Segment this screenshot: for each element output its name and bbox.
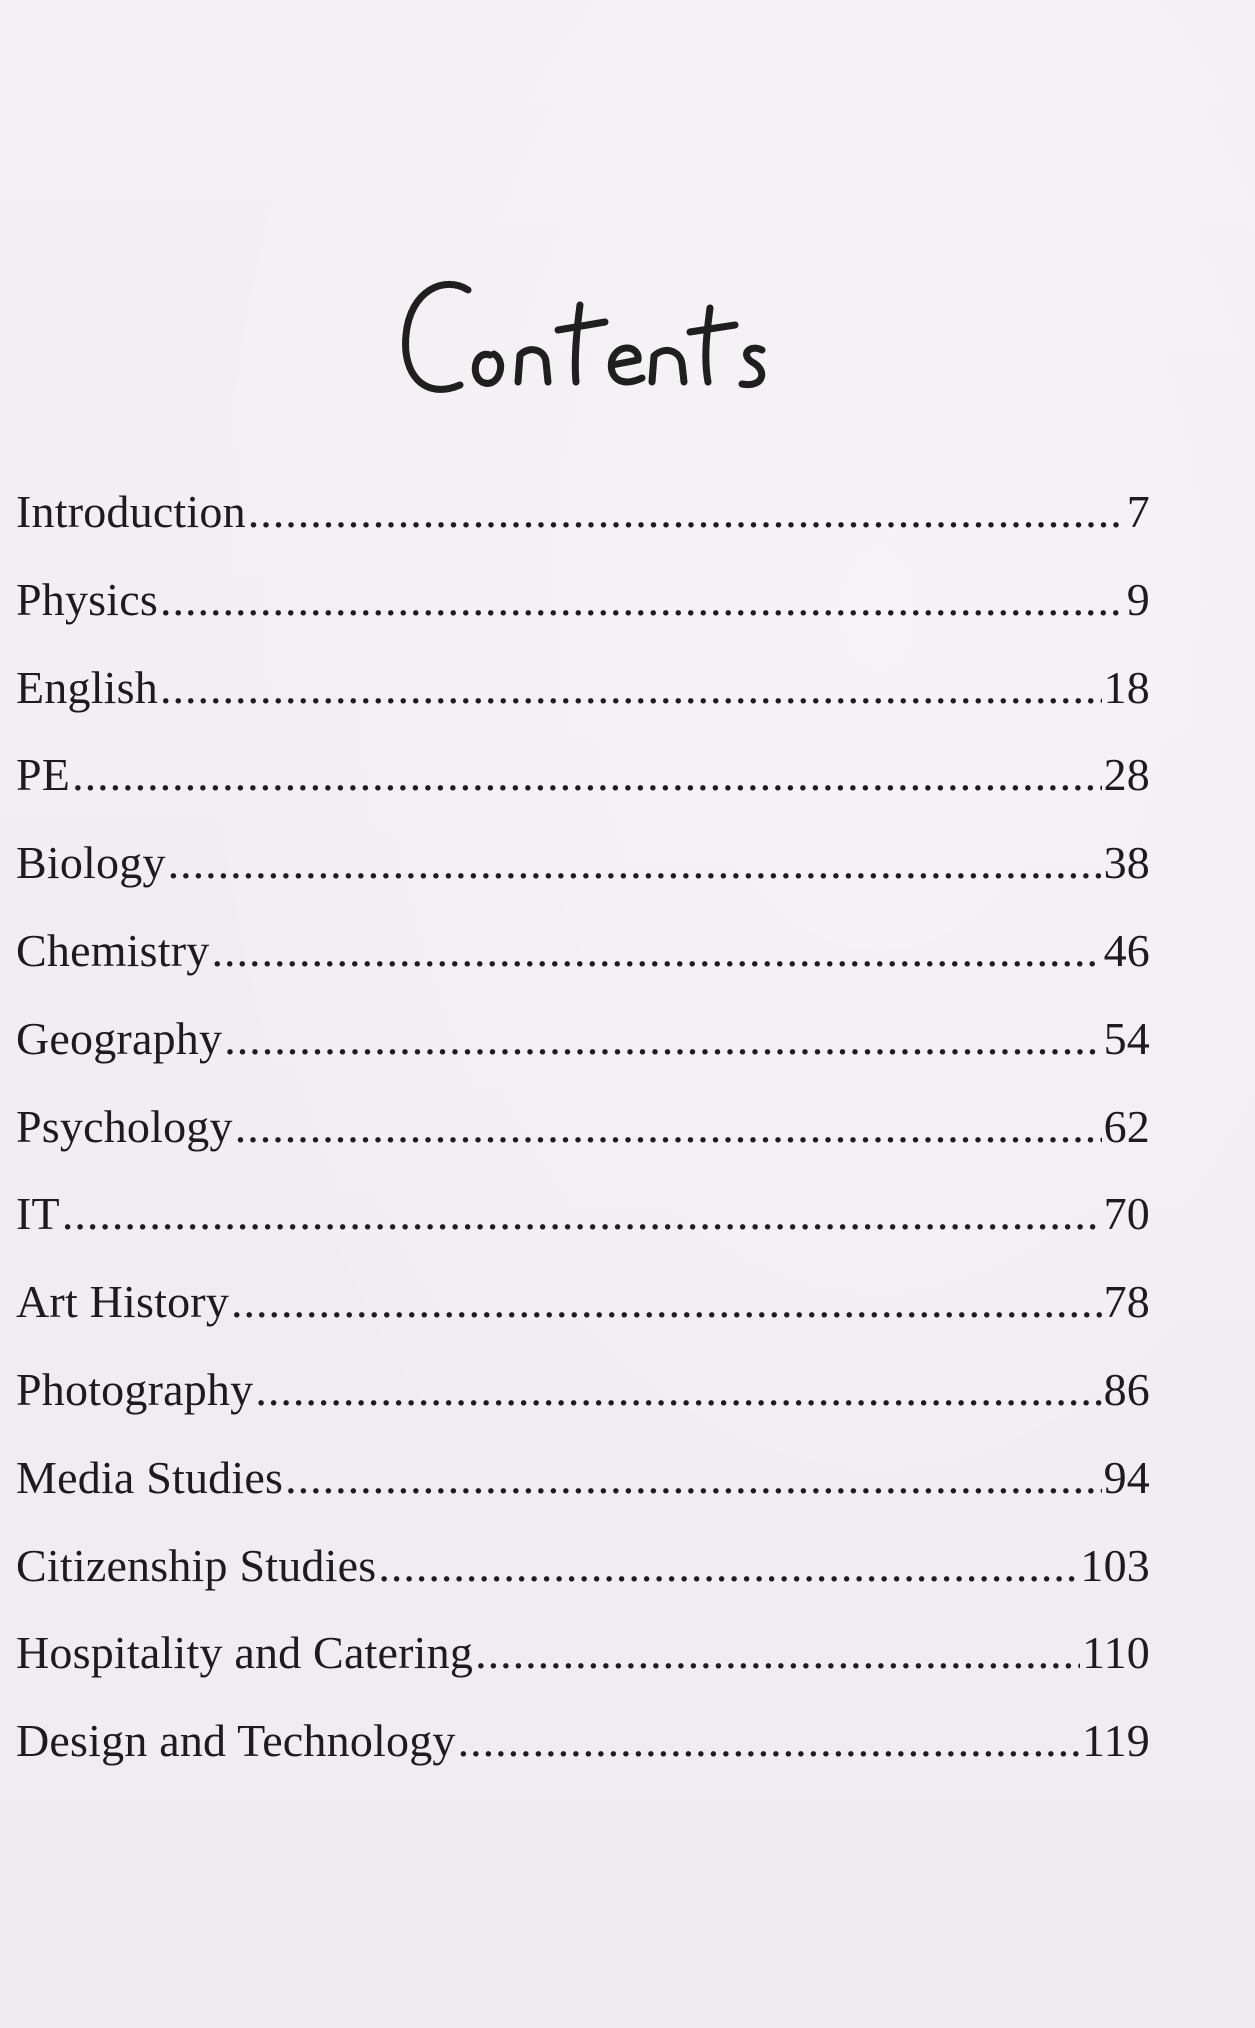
toc-entry-title: English bbox=[16, 661, 158, 713]
toc-dot-leader bbox=[255, 1360, 1101, 1420]
toc-entry-page: 94 bbox=[1103, 1451, 1150, 1503]
toc-dot-leader bbox=[378, 1536, 1078, 1596]
toc-entry-page: 78 bbox=[1103, 1276, 1150, 1328]
toc-entry-title: PE bbox=[16, 749, 71, 801]
toc-entry-title: Citizenship Studies bbox=[16, 1539, 377, 1591]
toc-entry[interactable] bbox=[16, 1097, 1150, 1185]
contents-heading bbox=[390, 250, 790, 420]
toc-dot-leader bbox=[160, 658, 1102, 718]
toc-entry-title: Physics bbox=[16, 573, 158, 625]
toc-entry[interactable] bbox=[16, 658, 1150, 746]
toc-entry[interactable] bbox=[16, 745, 1150, 833]
toc-dot-leader bbox=[62, 1184, 1102, 1244]
handwritten-contents-title bbox=[390, 250, 790, 420]
toc-dot-leader bbox=[160, 570, 1125, 630]
toc-dot-leader bbox=[235, 1097, 1102, 1157]
toc-dot-leader bbox=[475, 1623, 1080, 1683]
toc-entry-page: 86 bbox=[1103, 1363, 1150, 1415]
toc-dot-leader bbox=[72, 745, 1102, 805]
toc-entry-title: Introduction bbox=[16, 486, 246, 537]
toc-dot-leader bbox=[224, 1009, 1101, 1069]
toc-entry[interactable] bbox=[16, 921, 1150, 1009]
toc-entry-page: 103 bbox=[1080, 1539, 1150, 1591]
toc-entry-page: 38 bbox=[1103, 837, 1150, 889]
toc-entry-page: 9 bbox=[1126, 573, 1150, 625]
toc-entry[interactable] bbox=[16, 570, 1150, 658]
toc-entry-page: 70 bbox=[1103, 1188, 1150, 1240]
toc-entry[interactable] bbox=[16, 1536, 1150, 1624]
toc-dot-leader bbox=[458, 1711, 1080, 1771]
toc-entry-title: Biology bbox=[16, 837, 166, 889]
toc-entry[interactable] bbox=[16, 482, 1150, 570]
toc-dot-leader bbox=[231, 1272, 1102, 1332]
toc-entry-title: Photography bbox=[16, 1363, 254, 1415]
toc-entry[interactable] bbox=[16, 1448, 1150, 1536]
toc-entry-page: 28 bbox=[1103, 749, 1150, 801]
toc-dot-leader bbox=[211, 921, 1101, 981]
toc-entry-page: 62 bbox=[1103, 1100, 1150, 1152]
toc-dot-leader bbox=[168, 833, 1102, 893]
toc-entry-title: Psychology bbox=[16, 1100, 233, 1152]
toc-entry-page: 18 bbox=[1103, 661, 1150, 713]
toc-entry-title: Geography bbox=[16, 1012, 223, 1064]
toc-entry-title: Media Studies bbox=[16, 1451, 284, 1503]
toc-entry[interactable] bbox=[16, 1360, 1150, 1448]
toc-entry-page: 54 bbox=[1103, 1012, 1150, 1064]
toc-entry-title: Design and Technology bbox=[16, 1715, 456, 1767]
toc-entry[interactable] bbox=[16, 1184, 1150, 1272]
toc-entry[interactable] bbox=[16, 1711, 1150, 1799]
toc-dot-leader bbox=[285, 1448, 1102, 1508]
toc-entry-page: 46 bbox=[1103, 924, 1150, 976]
toc-entry[interactable] bbox=[16, 1272, 1150, 1360]
toc-entry[interactable] bbox=[16, 1009, 1150, 1097]
toc-dot-leader bbox=[248, 482, 1125, 542]
toc-entry-page: 110 bbox=[1082, 1627, 1150, 1679]
toc-entry-title: IT bbox=[16, 1188, 60, 1240]
toc-entry[interactable] bbox=[16, 1623, 1150, 1711]
toc-entry-page: 119 bbox=[1082, 1715, 1150, 1767]
toc-entry-title: Chemistry bbox=[16, 924, 210, 976]
table-of-contents bbox=[16, 482, 1150, 1799]
toc-entry[interactable] bbox=[16, 833, 1150, 921]
toc-entry-title: Hospitality and Catering bbox=[16, 1627, 474, 1679]
toc-entry-page: 7 bbox=[1126, 486, 1150, 537]
toc-entry-title: Art History bbox=[16, 1276, 230, 1328]
